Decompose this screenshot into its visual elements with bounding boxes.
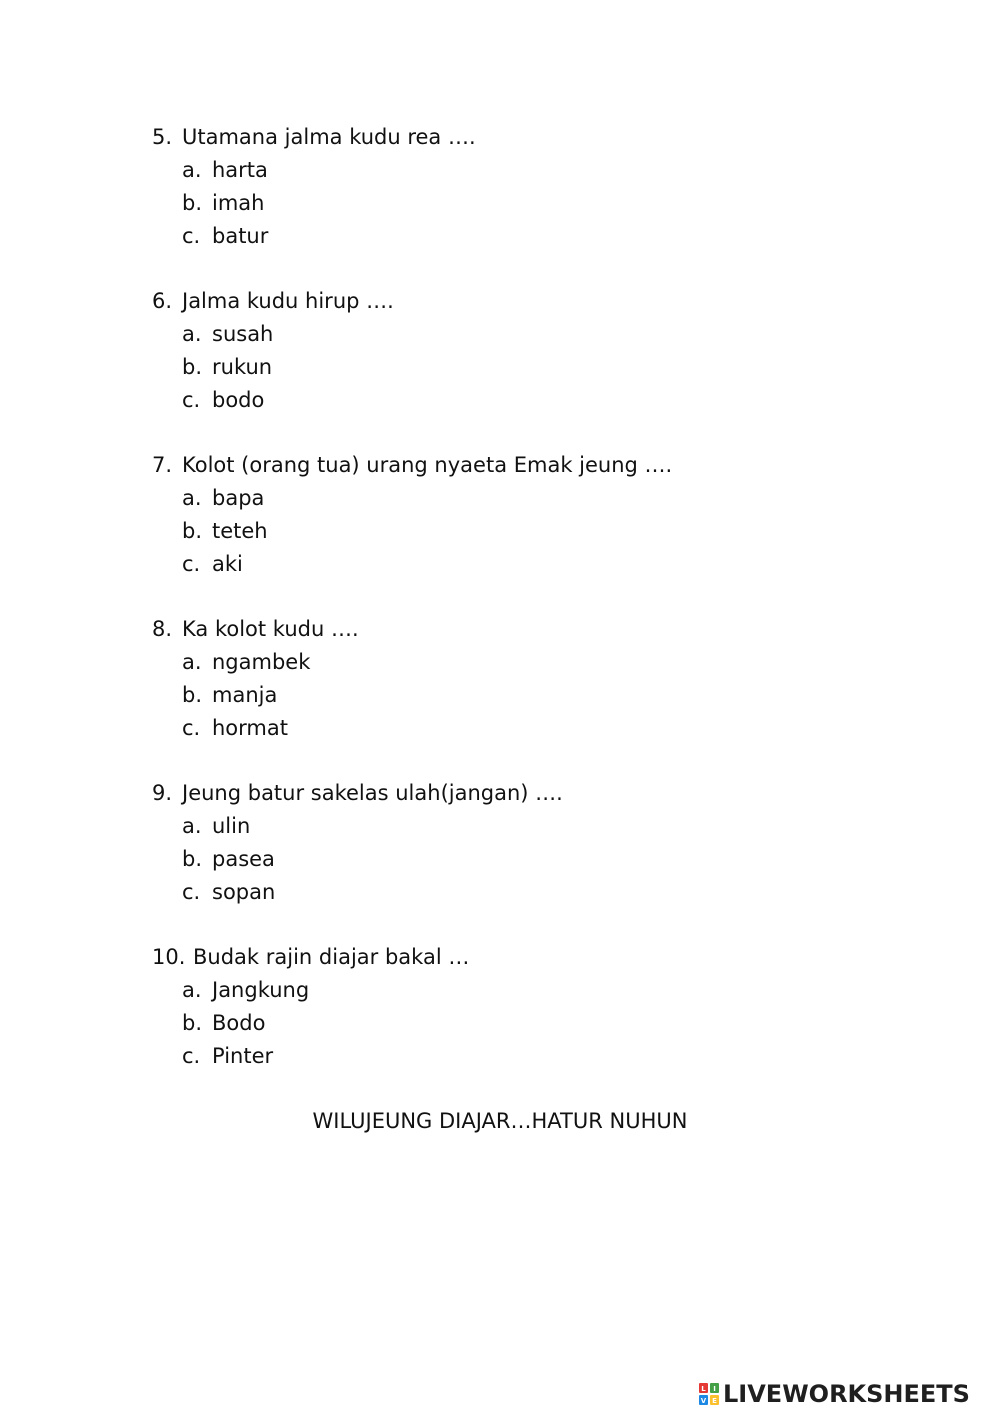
option-text: susah: [212, 322, 274, 346]
option-letter: a.: [182, 650, 202, 674]
option-letter: b.: [182, 191, 203, 215]
question-number: 10.: [152, 945, 186, 969]
option-c[interactable]: [152, 1040, 912, 1073]
option-text: ngambek: [212, 650, 311, 674]
option-letter: c.: [182, 880, 201, 904]
question-text: Jalma kudu hirup ….: [182, 289, 394, 313]
question-number: 5.: [152, 125, 173, 149]
question-7: [152, 449, 912, 581]
option-text: imah: [212, 191, 265, 215]
question-text: Jeung batur sakelas ulah(jangan) ….: [182, 781, 563, 805]
question-text: Ka kolot kudu ….: [182, 617, 359, 641]
question-10: [152, 941, 912, 1073]
option-text: teteh: [212, 519, 268, 543]
option-a[interactable]: [152, 482, 912, 515]
question-stem: [152, 777, 912, 810]
option-b[interactable]: [152, 679, 912, 712]
option-letter: b.: [182, 683, 203, 707]
closing-message: WILUJEUNG DIAJAR…HATUR NUHUN: [312, 1109, 688, 1133]
option-text: Jangkung: [212, 978, 310, 1002]
option-letter: b.: [182, 1011, 203, 1035]
option-text: batur: [212, 224, 269, 248]
question-number: 7.: [152, 453, 173, 477]
question-6: [152, 285, 912, 417]
option-letter: c.: [182, 1044, 201, 1068]
option-text: rukun: [212, 355, 273, 379]
question-stem: [152, 613, 912, 646]
option-letter: c.: [182, 716, 201, 740]
question-number: 8.: [152, 617, 173, 641]
question-text: Kolot (orang tua) urang nyaeta Emak jeung ….: [182, 453, 673, 477]
option-text: Bodo: [212, 1011, 266, 1035]
option-a[interactable]: [152, 810, 912, 843]
option-text: sopan: [212, 880, 276, 904]
question-5: [152, 121, 912, 253]
option-letter: a.: [182, 158, 202, 182]
option-b[interactable]: [152, 1007, 912, 1040]
question-stem: [152, 449, 912, 482]
option-a[interactable]: [152, 154, 912, 187]
option-text: Pinter: [212, 1044, 274, 1068]
svg-text:E: E: [712, 1397, 717, 1405]
option-c[interactable]: [152, 384, 912, 417]
option-letter: c.: [182, 224, 201, 248]
svg-text:I: I: [713, 1385, 716, 1393]
option-c[interactable]: [152, 712, 912, 745]
question-8: [152, 613, 912, 745]
svg-text:V: V: [700, 1397, 707, 1405]
option-a[interactable]: [152, 974, 912, 1007]
brand-name: LIVEWORKSHEETS: [723, 1380, 970, 1408]
option-text: aki: [212, 552, 243, 576]
option-text: pasea: [212, 847, 275, 871]
question-9: [152, 777, 912, 909]
option-b[interactable]: [152, 515, 912, 548]
option-letter: a.: [182, 486, 202, 510]
question-number: 6.: [152, 289, 173, 313]
option-letter: b.: [182, 355, 203, 379]
option-a[interactable]: [152, 646, 912, 679]
question-stem: [152, 285, 912, 318]
option-letter: b.: [182, 519, 203, 543]
option-b[interactable]: [152, 843, 912, 876]
option-letter: a.: [182, 322, 202, 346]
option-letter: a.: [182, 814, 202, 838]
question-text: Budak rajin diajar bakal …: [193, 945, 470, 969]
option-text: bapa: [212, 486, 265, 510]
option-text: manja: [212, 683, 278, 707]
question-text: Utamana jalma kudu rea ….: [182, 125, 476, 149]
question-stem: [152, 941, 912, 974]
option-text: harta: [212, 158, 268, 182]
svg-text:L: L: [701, 1385, 706, 1393]
option-letter: c.: [182, 552, 201, 576]
option-letter: a.: [182, 978, 202, 1002]
option-letter: b.: [182, 847, 203, 871]
option-c[interactable]: [152, 220, 912, 253]
option-c[interactable]: [152, 876, 912, 909]
option-b[interactable]: [152, 187, 912, 220]
liveworksheets-brand[interactable]: [698, 1377, 970, 1411]
question-stem: [152, 121, 912, 154]
liveworksheets-logo-icon: [698, 1382, 720, 1406]
option-text: bodo: [212, 388, 265, 412]
option-letter: c.: [182, 388, 201, 412]
option-a[interactable]: [152, 318, 912, 351]
option-text: ulin: [212, 814, 251, 838]
option-c[interactable]: [152, 548, 912, 581]
option-text: hormat: [212, 716, 288, 740]
question-number: 9.: [152, 781, 173, 805]
option-b[interactable]: [152, 351, 912, 384]
